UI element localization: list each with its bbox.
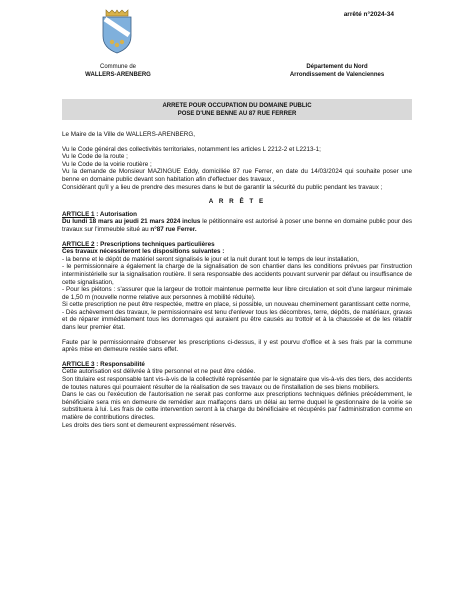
- article-1-body: le pétitionnaire est autorisé à poser une benne en domaine public pour des travaux sur l'immeuble situé au: [62, 218, 412, 233]
- vu-line: Considérant qu'il y a lieu de prendre des mesures dans le but de garantir la sécurité du public pendant les travaux ;: [62, 183, 383, 191]
- article-3-paragraph: Dans le cas ou l'exécution de l'autorisation ne serait pas conforme aux prescriptions techniques définies précédemment, le bénéficiaire sera mis en demeure de remédier aux malfaçons dans un délai au terme duquel le gestionnaire de la voirie se substituera à lui. Les frais de cette intervention seront à la charge du bénéficiaire et récupérés par l'administration comme en matière de contributions directes.: [62, 391, 412, 421]
- document-body: [62, 131, 412, 429]
- article-2-label: ARTICLE 2: [62, 240, 95, 248]
- commune-block: [62, 63, 174, 79]
- article-1-title: : Autorisation: [94, 210, 137, 218]
- article-1-text: [62, 218, 412, 233]
- vu-line: Vu le Code général des collectivités territoriales, notamment les articles L 2212-2 et L2213-1;: [62, 145, 321, 153]
- article-1-label: ARTICLE 1: [62, 210, 95, 218]
- article-2-item: - la benne et le dépôt de matériel seront signalisés le jour et la nuit durant tout le temps de leur installation,: [62, 255, 359, 263]
- article-2-item: - le permissionnaire a également la charge de la signalisation de son chantier dans les conditions prévues par l'instruction interministérielle sur la signalisation routière. Il sera responsable des accidents pouvant survenir par défaut ou insuffisance de cette signalisation,: [62, 263, 412, 286]
- vu-line: Vu le Code de la voirie routière ;: [62, 160, 152, 168]
- article-3-paragraph: Cette autorisation est délivrée à titre personnel et ne peut être cédée.: [62, 368, 256, 376]
- article-2-item: - Pour les piétons : s'assurer que la largeur de trottoir maintenue permette leur libre circulation et soit d'une largeur minimale de 1,50 m (nouvelle norme relative aux personnes à mobilité réduite).: [62, 286, 412, 301]
- article-3-paragraph: Son titulaire est responsable tant vis-à-vis de la collectivité représentée par le signataire que vis-à-vis des tiers, des accidents de toutes natures qui pourraient résulter de la réalisation de ses travaux ou de l'installation de ses biens mobiliers.: [62, 376, 412, 391]
- document-title: [62, 99, 412, 120]
- commune-name: WALLERS-ARENBERG: [85, 72, 151, 78]
- article-3-title: : Responsabilité: [94, 360, 145, 368]
- vu-line: Vu la demande de Monsieur MAZINGUE Eddy, domiciliée 87 rue Ferrer, en date du 14/03/2024 qui souhaite poser une benne en domaine public devant son habitation afin d'effectuer des travaux ,: [62, 168, 412, 183]
- arrete-reference: arrêté n°2024-34: [343, 11, 394, 18]
- article-3-heading: [62, 361, 412, 369]
- article-3-paragraph: Les droits des tiers sont et demeurent expressément réservés.: [62, 421, 237, 429]
- department-block: [262, 63, 412, 79]
- arrete-heading: A R R Ê T E: [208, 198, 266, 206]
- article-1-address: n°87 rue Ferrer.: [150, 225, 197, 233]
- title-line-2: POSE D'UNE BENNE AU 87 RUE FERRER: [177, 111, 297, 117]
- title-line-1: ARRETE POUR OCCUPATION DU DOMAINE PUBLIC: [162, 103, 312, 109]
- article-2-title: : Prescriptions techniques particulières: [94, 240, 215, 248]
- commune-label: Commune de: [99, 64, 137, 70]
- vu-line: Vu le Code de la route ;: [62, 153, 128, 161]
- coat-of-arms-logo: [100, 8, 134, 54]
- article-2-item: Si cette prescription ne peut être respectée, mettre en place, si possible, un nouveau cheminement garantissant cette norme,: [62, 301, 411, 309]
- intro-line: Le Maire de la Ville de WALLERS-ARENBERG,: [62, 131, 195, 138]
- arrondissement-name: Arrondissement de Valenciennes: [289, 72, 385, 78]
- article-1-heading: [62, 211, 412, 219]
- article-1-dates: Du lundi 18 mars au jeudi 21 mars 2024 inclus: [62, 218, 201, 226]
- article-2-closing: Faute par le permissionnaire d'observer les prescriptions ci-dessus, il y est pourvu d'office et à ses frais par la commune après mise en demeure restée sans effet.: [62, 338, 412, 354]
- article-2-subtitle: Ces travaux nécessiteront les dispositions suivantes :: [62, 248, 225, 256]
- article-2-item: - Dès achèvement des travaux, le permissionnaire est tenu d'enlever tous les décombres, terre, dépôts, de matériaux, gravas et de réparer immédiatement tous les dommages qui auraient pu être causés au trottoir et à la chaussée et de les rétablir dans leur premier état.: [62, 308, 412, 332]
- department-name: Département du Nord: [306, 64, 368, 70]
- article-3-label: ARTICLE 3: [62, 360, 95, 368]
- article-2-heading: [62, 241, 412, 249]
